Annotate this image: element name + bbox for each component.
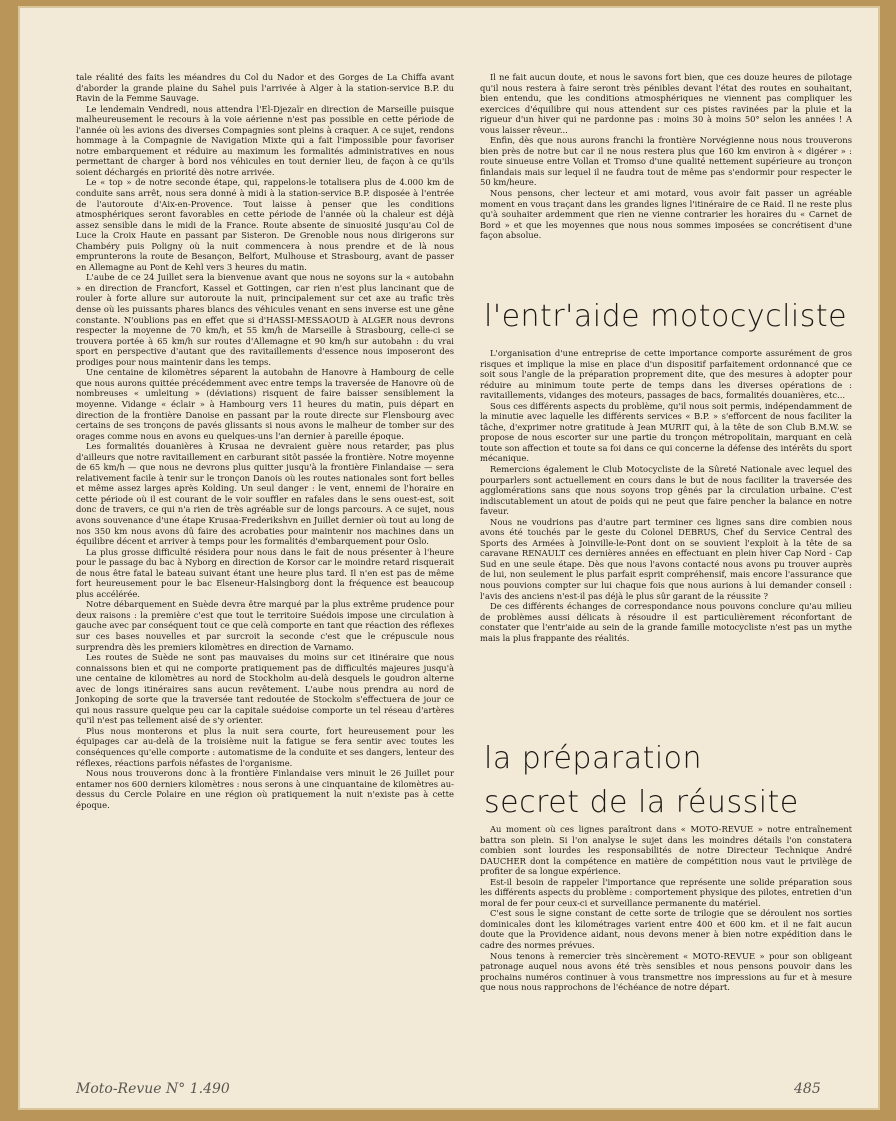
paragraph: Remercions également le Club Motocycliste de la Sûreté Nationale avec lequel des pourparlers sont actuellement en cours dans le but de nous faciliter la traversée des agglomérations sans que nous soyons trop gênés par la circulation urbaine. C'est indiscutablement un atout de poids qui ne peut que faire pencher la balance en notre faveur. xyxy=(480,464,852,517)
paragraph: Les routes de Suède ne sont pas mauvaises du moins sur cet itinéraire que nous connaissons bien et qui ne comporte pratiquement pas de difficultés majeures jusqu'à une centaine de kilomètres au nord de Stockholm au-delà desquels le goudron alterne avec de longs itinéraires sans aucun revêtement. L'aube nous prendra au nord de Jonkoping de sorte que la traversée tant redoutée de Stockolm s'effectuera de jour ce qui nous rassure quelque peu car la capitale suédoise comporte un tel réseau d'artères qu'il n'est pas tellement aisé de s'y orienter. xyxy=(76,652,454,726)
paragraph: Le lendemain Vendredi, nous attendra l'El-Djezaïr en direction de Marseille puisque malheureusement le recours à la voie aérienne n'est pas possible en cette période de l'année où les avions des diverses Compagnies sont pleins à craquer. A ce sujet, rendons hommage à la Compagnie de Navigation Mixte qui a fait l'impossible pour favoriser notre embarquement et réduire au maximum les formalités administratives en nous permettant de charger à bord nos véhicules en tout dernier lieu, de façon à ce qu'ils soient déchargés en priorité dès notre arrivée. xyxy=(76,103,454,177)
left-column xyxy=(76,72,454,810)
paragraph: tale réalité des faits les méandres du Col du Nador et des Gorges de La Chiffa avant d'aborder la grande plaine du Sahel puis l'arrivée à Alger à la station-service B.P. du Ravin de la Femme Sauvage. xyxy=(76,72,454,104)
paragraph: Le « top » de notre seconde étape, qui, rappelons-le totalisera plus de 4.000 km de conduite sans arrêt, nous sera donné à midi à la station-service B.P. disposée à l'entrée de l'autoroute d'Aix-en-Provence. Tout laisse à penser que les conditions atmosphériques seront favorables en cette période de l'année où la chaleur est déjà assez sensible dans le midi de la France. Route absente de sinuosité jusqu'au Col de Luce la Croix Haute en passant par Sisteron. De Grenoble nous nous dirigerons sur Chambéry puis Poligny où la nuit commencera à nous prendre et de là nous emprunterons la route de Besançon, Belfort, Mulhouse et Strasbourg, avant de passer en Allemagne au Pont de Kehl vers 3 heures du matin. xyxy=(76,177,454,272)
paragraph: Notre débarquement en Suède devra être marqué par la plus extrême prudence pour deux raisons : la première c'est que tout le territoire Suédois impose une circulation à gauche avec par conséquent tout ce que celà comporte en tant que réaction des réflexes sur ces bases nouvelles et par surcroit la seconde c'est que le crépuscule nous surprendra dès les premiers kilomètres en direction de Varnamo. xyxy=(76,599,454,652)
paragraph: Nous ne voudrions pas d'autre part terminer ces lignes sans dire combien nous avons été touchés par le geste du Colonel DEBRUS, Chef du Service Central des Sports des Armées à Joinville-le-Pont dont on se souvient l'exploit à la tête de sa caravane RENAULT ces dernières années en effectuant en plein hiver Cap Nord - Cap Sud en une seule étape. Dès que nous l'avons contacté nous avons pu trouver auprès de lui, non seulement le plus parfait esprit compréhensif, mais encore l'assurance que nous pouvions compter sur lui chaque fois que nous aurions à lui demander conseil : l'avis des anciens n'est-il pas déjà le plus sûr garant de la réussite ? xyxy=(480,516,852,601)
paragraph: Enfin, dès que nous aurons franchi la frontière Norvégienne nous nous trouverons bien près de notre but car il ne nous restera plus que 160 km environ à « digérer » : route sinueuse entre Vollan et Tromso d'une qualité nettement supérieure au tronçon finlandais mais sur lequel il ne faudra tout de même pas s'endormir pour respecter le 50 km/heure. xyxy=(480,135,852,188)
section-heading-secret: secret de la réussite xyxy=(484,785,799,820)
paragraph: Au moment où ces lignes paraîtront dans « MOTO-REVUE » notre entraînement battra son plein. Si l'on analyse le sujet dans les moindres détails l'on constatera combien sont lourdes les responsabilités de notre Directeur Technique André DAUCHER dont la compétence en matière de compétition nous vaut le privilège de profiter de sa longue expérience. xyxy=(480,824,852,877)
right-column-middle xyxy=(480,348,852,643)
paragraph: L'aube de ce 24 Juillet sera la bienvenue avant que nous ne soyons sur la « autobahn » en direction de Francfort, Kassel et Gottingen, car rien n'est plus lancinant que de rouler à forte allure sur autoroute la nuit, principalement sur cet axe au trafic très dense où les puissants phares blancs des véhicules venant en sens inverse est une gêne constante. N'oublions pas en effet que si d'HASSI-MESSAOUD à ALGER nous devrons respecter la moyenne de 70 km/h, et 55 km/h de Marseille à Strasbourg, celle-ci se trouvera portée à 65 km/h sur routes d'Allemagne et 90 km/h sur autobahn : du vrai sport en perspective d'autant que des ravitaillements d'essence nous imposeront des prodiges pour nous maintenir dans les temps. xyxy=(76,272,454,367)
paragraph: Plus nous monterons et plus la nuit sera courte, fort heureusement pour les équipages car au-delà de la troisième nuit la fatigue se fera sentir avec toutes les conséquences qu'elle comporte : automatisme de la conduite et ses dangers, lenteur des réflexes, réactions parfois néfastes de l'organisme. xyxy=(76,725,454,768)
right-column-top xyxy=(480,72,852,241)
page-number: 485 xyxy=(794,1081,821,1097)
footer-issue-label: Moto-Revue N° 1.490 xyxy=(76,1081,230,1097)
section-heading-preparation: la préparation xyxy=(484,741,703,776)
magazine-page xyxy=(18,6,880,1110)
paragraph: Nous nous trouverons donc à la frontière Finlandaise vers minuit le 26 Juillet pour entamer nos 600 derniers kilomètres : nous serons à une cinquantaine de kilomètres au-dessus du Cercle Polaire en une région où pratiquement la nuit n'existe pas à cette époque. xyxy=(76,768,454,810)
paragraph: De ces différents échanges de correspondance nous pouvons conclure qu'au milieu de problèmes aussi délicats à résoudre il est particulièrement réconfortant de constater que l'entr'aide au sein de la grande famille motocycliste n'est pas un mythe mais la plus frappante des réalités. xyxy=(480,601,852,643)
section-heading-entraide: l'entr'aide motocycliste xyxy=(484,299,848,334)
paragraph: Une centaine de kilomètres séparent la autobahn de Hanovre à Hambourg de celle que nous aurons quittée précédemment avec entre temps la traversée de Hanovre où de nombreuses « umleitung » (déviations) risquent de faire baisser sensiblement la moyenne. Vidange « éclair » à Hambourg vers 11 heures du matin, puis départ en direction de la frontière Danoise en passant par la route directe sur Flensbourg avec certains de ses tronçons de pavés glissants si nous avons le malheur de tomber sur des orages comme nous en avons eu quelques-uns l'an dernier à pareille époque. xyxy=(76,367,454,441)
paragraph: Nous pensons, cher lecteur et ami motard, vous avoir fait passer un agréable moment en vous traçant dans les grandes lignes l'itinéraire de ce Raid. Il ne reste plus qu'à souhaiter ardemment que rien ne vienne contrarier les horaires du « Carnet de Bord » et que les moyennes que nous nous sommes imposées se concrétisent d'une façon absolue. xyxy=(480,188,852,241)
paragraph: La plus grosse difficulté résidera pour nous dans le fait de nous présenter à l'heure pour le passage du bac à Nyborg en direction de Korsor car le moindre retard risquerait de nous être fatal le bateau suivant étant une heure plus tard. Il n'en est pas de même fort heureusement pour le bac Elseneur-Halsingborg dont la fréquence est beaucoup plus accélérée. xyxy=(76,546,454,599)
paragraph: Est-il besoin de rappeler l'importance que représente une solide préparation sous les différents aspects du problème : comportement physique des pilotes, entretien d'un moral de fer pour ceux-ci et surveillance permanente du matériel. xyxy=(480,876,852,908)
paragraph: Les formalités douanières à Krusaa ne devraient guère nous retarder, pas plus d'ailleurs que notre ravitaillement en carburant sitôt passée la frontière. Notre moyenne de 65 km/h — que nous ne devrons plus quitter jusqu'à la frontière Finlandaise — sera relativement facile à tenir sur le tronçon Danois où les routes nationales sont fort belles et même assez larges après Kolding. Un seul danger : le vent, ennemi de l'horaire en cette période où il est courant de le voir souffler en rafales dans le sens ouest-est, soit donc de travers, ce qui n'a rien de très agréable sur de longs parcours. A ce sujet, nous avons souvenance d'une étape Krusaa-Frederikshvn en Juillet dernier où tout au long de nos 350 km nous avons dû faire des acrobaties pour maintenir nos machines dans un équilibre décent et arriver à temps pour les formalités d'embarquement pour Oslo. xyxy=(76,441,454,547)
paragraph: Sous ces différents aspects du problème, qu'il nous soit permis, indépendamment de la minutie avec laquelle les différents services « B.P. » s'efforcent de nous faciliter la tâche, d'exprimer notre gratitude à Jean MURIT qui, à la tête de son Club B.M.W. se propose de nous escorter sur une partie du tronçon métropolitain, marquant en celà toute son affection et toute sa foi dans ce qui concerne la défense des intérêts du sport mécanique. xyxy=(480,400,852,464)
right-column-bottom xyxy=(480,824,852,993)
paragraph: C'est sous le signe constant de cette sorte de trilogie que se déroulent nos sorties dominicales dont les kilométrages varient entre 400 et 600 km. et il ne fait aucun doute que la Providence aidant, nous devons mener à bien notre expédition dans le cadre des normes prévues. xyxy=(480,908,852,951)
paragraph: L'organisation d'une entreprise de cette importance comporte assurément de gros risques et implique la mise en place d'un dispositif parfaitement ordonnancé que ce soit sous l'angle de la préparation proprement dite, que des mesures à adopter pour réduire au minimum toute perte de temps dans les diverses opérations de : ravitaillements, vidanges des moteurs, passages de bacs, formalités douanières, etc... xyxy=(480,348,852,401)
paragraph: Nous tenons à remercier très sincèrement « MOTO-REVUE » pour son obligeant patronage auquel nous avons été très sensibles et nous pensons pouvoir dans les prochains numéros continuer à vous transmettre nos impressions au fur et à mesure que nous nous rapprochons de l'échéance de notre départ. xyxy=(480,950,852,993)
paragraph: Il ne fait aucun doute, et nous le savons fort bien, que ces douze heures de pilotage qu'il nous restera à faire seront très pénibles devant l'état des routes en souhaitant, bien entendu, que les conditions atmosphériques ne viennent pas compliquer les exercices d'équilibre qui nous attendent sur ces pistes ravinées par la pluie et la rigueur d'un hiver qui ne pardonne pas : moins 30 à moins 50° selon les années ! A vous laisser rêveur... xyxy=(480,72,852,135)
